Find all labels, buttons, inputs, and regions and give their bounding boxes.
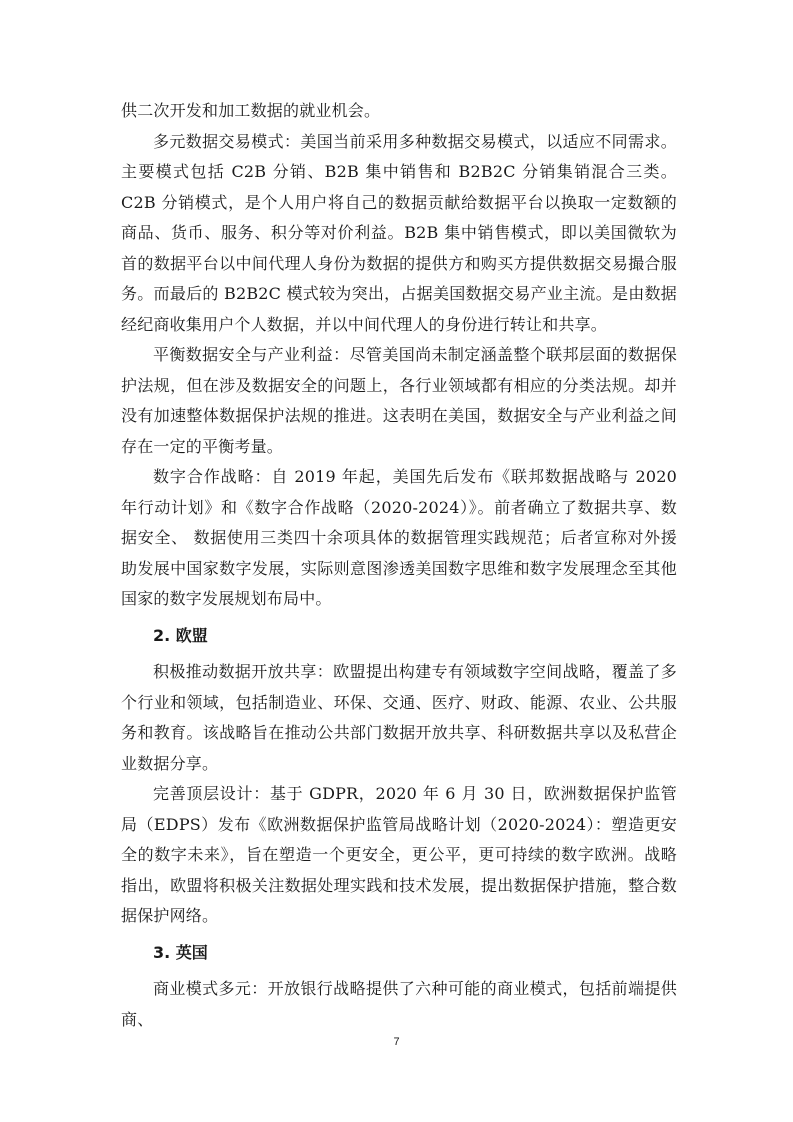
paragraph-eu-open-sharing: 积极推动数据开放共享：欧盟提出构建专有领域数字空间战略，覆盖了多个行业和领域，包括制造业、环保、交通、医疗、财政、能源、农业、公共服务和教育。该战略旨在推动公共部门数据开放共享、科研数据共享以及私营企业数据分享。 xyxy=(121,662,677,773)
page-body xyxy=(121,96,677,1035)
paragraph-digital-cooperation: 数字合作战略：自 2019 年起，美国先后发布《联邦数据战略与 2020 年行动计划》和《数字合作战略（2020-2024）》。前者确立了数据共享、数据安全、 数据使用三类四十余项具体的数据管理实践规范；后者宣称对外援助发展中国家数字发展，实际则意图渗透美国数字思维和数字发展理念至其他国家的数字发展规划布局中。 xyxy=(121,467,677,608)
paragraph-trading-models: 多元数据交易模式：美国当前采用多种数据交易模式，以适应不同需求。主要模式包括 C2B 分销、B2B 集中销售和 B2B2C 分销集销混合三类。C2B 分销模式，是个人用户将自己的数据贡献给数据平台以换取一定数额的商品、货币、服务、积分等对价利益。B2B 集中销售模式，即以美国微软为首的数据平台以中间代理人身份为数据的提供方和购买方提供数据交易撮合服务。而最后的 B2B2C 模式较为突出，占据美国数据交易产业主流。是由数据经纪商收集用户个人数据，并以中间代理人的身份进行转让和共享。 xyxy=(121,131,677,334)
page-number: 7 xyxy=(393,1036,400,1048)
paragraph-eu-top-level-design: 完善顶层设计：基于 GDPR，2020 年 6 月 30 日，欧洲数据保护监管局（EDPS）发布《欧洲数据保护监管局战略计划（2020-2024）：塑造更安全的数字未来》，旨在塑造一个更安全，更公平，更可持续的数字欧洲。战略指出，欧盟将积极关注数据处理实践和技术发展，提出数据保护措施，整合数据保护网络。 xyxy=(121,784,677,925)
paragraph-continuation: 供二次开发和加工数据的就业机会。 xyxy=(121,101,381,120)
paragraph-security-balance: 平衡数据安全与产业利益：尽管美国尚未制定涵盖整个联邦层面的数据保护法规，但在涉及数据安全的问题上，各行业领域都有相应的分类法规。却并没有加速整体数据保护法规的推进。这表明在美国，数据安全与产业利益之间存在一定的平衡考量。 xyxy=(121,345,677,456)
paragraph-uk-business-models: 商业模式多元：开放银行战略提供了六种可能的商业模式，包括前端提供商、 xyxy=(121,979,677,1029)
section-heading-eu: 2. 欧盟 xyxy=(153,625,208,645)
section-heading-uk: 3. 英国 xyxy=(153,942,208,962)
